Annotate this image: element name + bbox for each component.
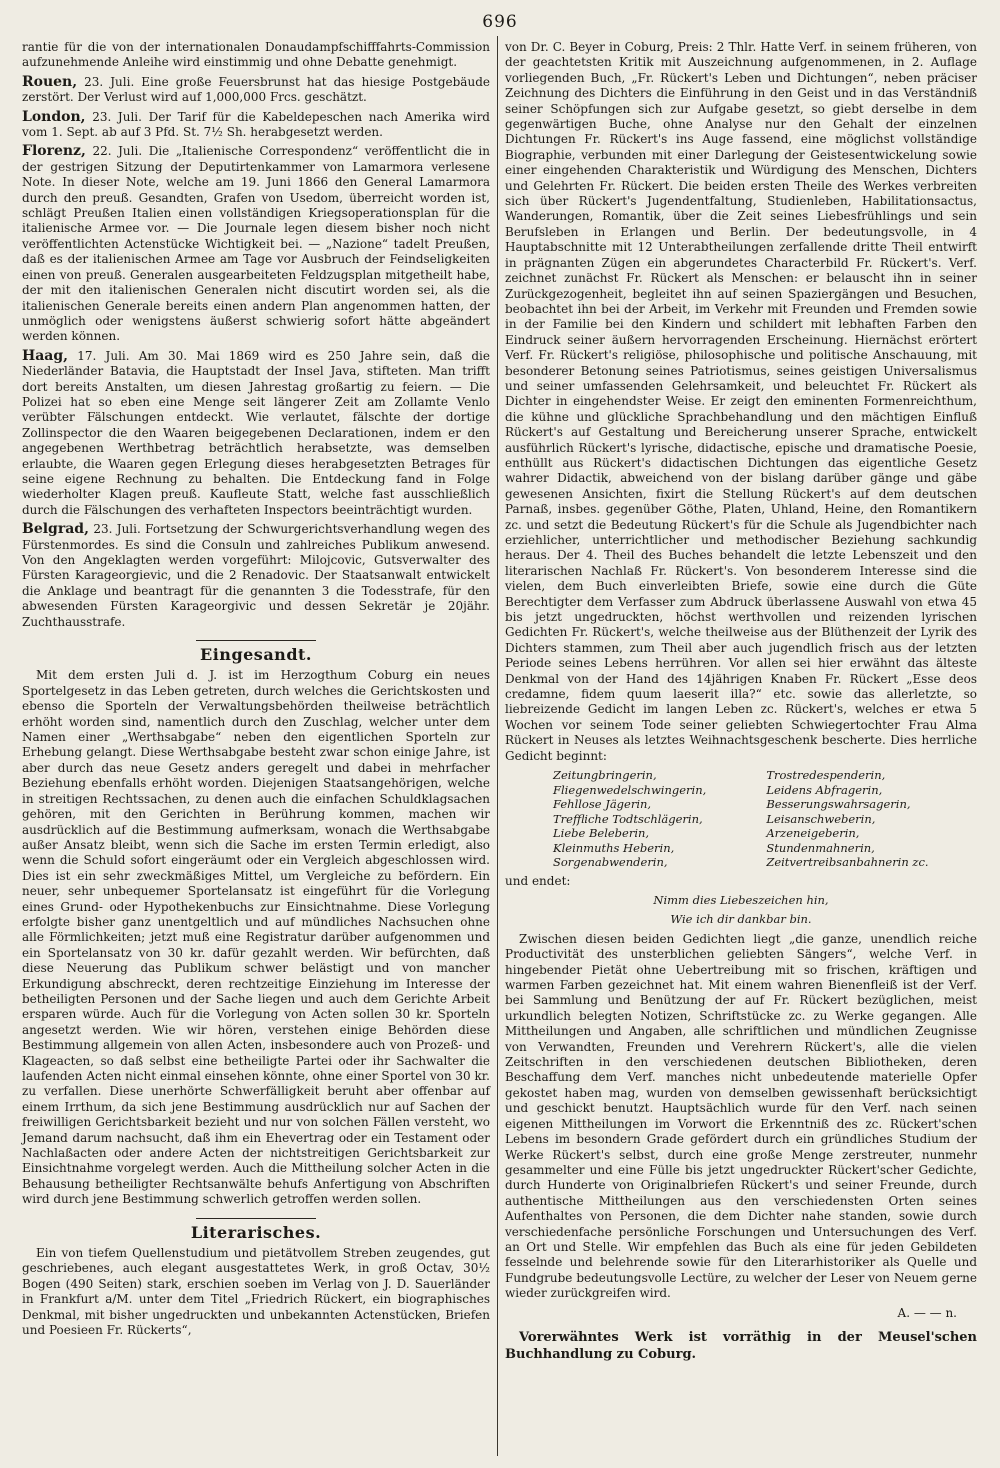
column-divider	[497, 36, 498, 1456]
literarisches-heading: Literarisches.	[190, 1222, 322, 1242]
poem-line: Zeitungbringerin,	[553, 768, 657, 783]
poem-row	[505, 768, 977, 783]
poem-line: Trostredespenderin,	[766, 768, 886, 783]
poem-row	[505, 812, 977, 827]
poem-line: Liebe Beleberin,	[553, 826, 650, 841]
eingesandt-text: Mit dem ersten Juli d. J. ist im Herzogthum Coburg ein neues Sportelgesetz in das Leben getreten, durch welches die Gerichtskosten und ebenso die Sporteln der Verwaltungsbehörden theilweise beträchtlich erhöht worden sind, namentlich durch den Zuschlag, welcher unter dem Namen einer „Werthsabgabe“ neben den eigentlichen Sporteln zur Erhebung gelangt. Diese Werthsabgabe besteht zwar schon einige Jahre, ist aber durch das neue Gesetz anders geregelt und dabei in mehrfacher Beziehung ebenfalls erhöht worden. Diejenigen Staatsangehörigen, welche in streitigen Rechtssachen, zu denen auch die einfachen Schuldklagsachen gehören, mit den Gerichten in Berührung kommen, machen wir ausdrücklich auf die Bestimmung aufmerksam, wonach die Werthsabgabe außer Ansatz bleibt, wenn sich die Sache im ersten Termin erledigt, also wenn die Schuld sofort eingeräumt oder ein Vergleich abgeschlossen wird. Dies ist ein sehr zweckmäßiges Mittel, um Vergleiche zu befördern. Ein neuer, sehr unbequemer Sportelansatz ist eingeführt für die Vorlegung eines Grund- oder Hypothekenbuchs zur Einsichtnahme. Diese Vorlegung erfolgte bisher ganz unentgeltlich und auf mündliches Nachsuchen ohne alle Förmlichkeiten; jetzt muß eine Registratur darüber aufgenommen und ein Sportelansatz von 30 kr. dafür gezahlt werden. Wir befürchten, daß diese Neuerung das Publikum schwer belästigt und von mancher Erkundigung abschreckt, deren rechtzeitige Einziehung im Interesse der betheiligten Personen und der Sache liegen und auch dem Gerichte Arbeit ersparen würde. Auch für die Vorlegung von Acten sollen 30 kr. Sporteln angesetzt werden. Wie wir hören, verstehen einige Behörden diese Bestimmung allgemein von allen Acten, insbesondere auch von Prozeß- und Klageacten, so daß selbst eine betheiligte Partei oder ihr Sachwalter die laufenden Acten nicht einmal einsehen könnte, ohne einer Sportel von 30 kr. zu verfallen. Diese unerhörte Schwerfälligkeit beruht aber offenbar auf einem Irrthum, da sich jene Bestimmung ausdrücklich nur auf Sachen der freiwilligen Gerichtsbarkeit bezieht und nur von solchen Fällen versteht, wo Jemand darum nachsucht, daß ihm ein Ehevertrag oder ein Testament oder Nachlaßacten oder andere Acten der nichtstreitigen Gerichtsbarkeit zur Einsichtnahme vorgelegt werden. Auch die Mittheilung solcher Acten in die Behausung betheiligter Rechtsanwälte behufs Anfertigung von Abschriften wird durch jene Bestimmung schwerlich getroffen werden sollen.	[22, 668, 490, 1207]
news-item: Rouen, 23. Juli. Eine große Feuersbrunst hat das hiesige Postgebäude zerstört. Der Verlust wird auf 1,000,000 Frcs. geschätzt.	[22, 73, 490, 105]
poem-line: Fliegenwedelschwingerin,	[553, 782, 707, 797]
poem-row	[505, 783, 977, 798]
literarisches-continuation: von Dr. C. Beyer in Coburg, Preis: 2 Thlr. Hatte Verf. in seinem früheren, von der geachtetsten Kritik mit Auszeichnung aufgenommenen, in 2. Auflage vorliegenden Buch, „Fr. Rückert's Leben und Dichtungen“, neben präciser Zeichnung des Dichters die Einführung in den Geist und in das Verständniß seiner Schöpfungen sich zur Aufgabe gesetzt, so giebt derselbe in dem gegenwärtigen Buche, ohne Analyse nur den Gehalt der einzelnen Dichtungen Fr. Rückert's ins Auge fassend, eine möglichst vollständige Biographie, verbunden mit einer Darlegung der Geistesentwickelung sowie einer eingehenden Charakteristik und Würdigung des Menschen, Dichters und Gelehrten Fr. Rückert. Die beiden ersten Theile des Werkes verbreiten sich über Rückert's Jugendentfaltung, Studienleben, Habilitationsactus, Wanderungen, Romantik, über die Zeit seines Liebesfrühlings und sein Berufsleben in Erlangen und Berlin. Der bedeutungsvolle, in 4 Hauptabschnitte mit 12 Unterabtheilungen zerfallende dritte Theil entwirft in prägnanten Zügen ein abgerundetes Characterbild Fr. Rückert's. Verf. zeichnet zunächst Fr. Rückert als Menschen: er belauscht ihn in seiner Zurückgezogenheit, begleitet ihn auf seinen Spaziergängen und Besuchen, beobachtet ihn bei der Arbeit, im Verkehr mit Freunden und Fremden sowie in der Familie bei den Kindern und schildert mit lebhaften Farben den Eindruck seiner äußern hervorragenden Erscheinung. Hiernächst erörtert Verf. Fr. Rückert's religiöse, philosophische und politische Anschauung, mit besonderer Betonung seines Patriotismus, seines geistigen Universalismus und seiner umfassenden Gelehrsamkeit, und beleuchtet Fr. Rückert als Dichter in eingehendster Weise. Er zeigt den eminenten Formenreichthum, die kühne und glückliche Sprachbehandlung und den mächtigen Einfluß Rückert's auf Gestaltung und Bereicherung unserer Sprache, entwickelt ausführlich Rückert's lyrische, didactische, epische und dramatische Poesie, enthüllt aus Rückert's didactischen Dichtungen das eigentliche Gesetz wahrer Didactik, abweichend von der bislang darüber gänge und gäbe gewesenen Ansichten, fixirt die Stellung Rückert's auf dem deutschen Parnaß, insbes. gegenüber Göthe, Platen, Uhland, Heine, den Romantikern zc. und setzt die Bedeutung Rückert's für die Schule als Jugendbichter nach erziehlicher, unterrichtlicher und methodischer Beziehung sachkundig heraus. Der 4. Theil des Buches behandelt die letzte Lebenszeit und den literarischen Nachlaß Fr. Rückert's. Von besonderem Interesse sind die vielen, dem Buch einverleibten Briefe, sowie eine durch die Güte Berechtigter dem Verfasser zum Abdruck überlassene Auswahl von etwa 45 bis jetzt ungedruckten, höchst werthvollen und reizenden lyrischen Gedichten Fr. Rückert's, welche theilweise aus der Blüthenzeit der Lyrik des Dichters stammen, zum Theil aber auch jugendlich frisch aus der letzten Periode seines Lebens herrühren. Vor allen sei hier erwähnt das älteste Denkmal von der Hand des 14jährigen Knaben Fr. Rückert „Esse deos credamne, fidem quum laeserit illa?“ etc. sowie das allerletzte, so liebreizende Gedicht im langen Leben zc. Rückert's, welches er etwa 5 Wochen vor seinem Tode seiner geliebten Schwiegertochter Frau Alma Rückert in Neuses als letztes Weihnachtsgeschenk bescherte. Dies herrliche Gedicht beginnt:	[505, 40, 977, 763]
poem-line: Besserungswahrsagerin,	[766, 797, 911, 812]
closing-text: Zwischen diesen beiden Gedichten liegt „die ganze, unendlich reiche Productivität des unsterblichen geliebten Sängers“, welche Verf. in hingebender Pietät ohne Uebertreibung mit so frischen, kräftigen und warmen Farben gezeichnet hat. Mit einem wahren Bienenfleiß ist der Verf. bei Sammlung und Benützung der auf Fr. Rückert bezüglichen, meist urkundlich belegten Notizen, Schriftstücke zc. zu Werke gegangen. Alle Mittheilungen und Angaben, alle schriftlichen und mündlichen Zeugnisse von Verwandten, Freunden und Verehrern Rückert's, alle die vielen Zeitschriften in den verschiedenen deutschen Bibliotheken, deren Beschaffung dem Verf. manches nicht unbedeutende materielle Opfer gekostet haben mag, wurden von demselben gewissenhaft berücksichtigt und geschickt benutzt. Hauptsächlich wurde für den Verf. nach seinen eigenen Mittheilungen im Vorwort die Erkenntniß des zc. Rückert'schen Lebens im besondern Grade gefördert durch ein gründliches Studium der Werke Rückert's selbst, durch eine große Menge zerstreuter, nunmehr gesammelter und eine Fülle bis jetzt ungedruckter Rückert'scher Gedichte, durch Hunderte von Originalbriefen Rückert's und seiner Freunde, durch authentische Mittheilungen aus den verschiedensten Orten seines Aufenthaltes von Personen, die dem Dichter nahe standen, sowie durch verschiedenfache persönliche Forschungen und Untersuchungen des Verf. an Ort und Stelle. Wir empfehlen das Buch als eine für jeden Gebildeten fesselnde und belehrende sowie für den Literarhistoriker als Quelle und Fundgrube bedeutungsvolle Lectüre, zu welcher der Leser von Neuem gerne wieder zurückgreifen wird.	[505, 931, 977, 1301]
poem-line: Leidens Abfragerin,	[766, 782, 883, 797]
bookshop-advert: Vorerwähntes Werk ist vorräthig in der Meusel'schen Buchhandlung zu Coburg.	[505, 1329, 977, 1362]
news-item: Haag, 17. Juli. Am 30. Mai 1869 wird es 250 Jahre sein, daß die Niederländer Batavia, die Hauptstadt der Insel Java, stifteten. Man trifft dort bereits Anstalten, um diesen Jahrestag großartig zu feiern. — Die Polizei hat so eben eine Menge seit längerer Zeit am Zollamte Venlo verübter Fälschungen entdeckt. Wie verlautet, fälschte der dortige Zollinspector die den Waaren beigegebenen Declarationen, indem er den angegebenen Werthbetrag beträchtlich herabsetzte, was demselben erlaubte, die Waaren gegen Erlegung dieses herabgesetzten Betrages für seine eigene Rechnung zu behalten. Die Entdeckung fand in Folge wiederholter Klagen preuß. Kaufleute Statt, welche fast ausschließlich durch die Fälschungen des verhafteten Inspectors beeinträchtigt wurden.	[22, 347, 490, 517]
poem-line: Treffliche Todtschlägerin,	[553, 811, 703, 826]
news-item: Florenz, 22. Juli. Die „Italienische Correspondenz“ veröffentlicht die in der gestrigen Sitzung der Deputirtenkammer von Lamarmora verlesene Note. In dieser Note, welche am 19. Juni 1866 den General Lamarmora durch den preuß. Gesandten, Grafen von Usedom, überreicht worden ist, schlägt Preußen Italien einen vollständigen Kriegsoperationsplan für die italienische Armee vor. — Die Journale legen diesem bisher noch nicht veröffentlichten Actenstücke Wichtigkeit bei. — „Nazione“ tadelt Preußen, daß es der italienischen Armee am Tage vor Ausbruch der Feindseligkeiten einen von preuß. Generalen ausgearbeiteten Feldzugsplan mitgetheilt habe, der mit den italienischen Generalen nicht discutirt worden sei, als die italienischen Generale bereits einen andern Plan angenommen hatten, der unmöglich oder wenigstens äußerst schwierig sofort hätte abgeändert werden können.	[22, 143, 490, 344]
section-rule	[196, 1218, 316, 1219]
poem-line: Stundenmahnerin,	[766, 840, 875, 855]
poem-line: Fehllose Jägerin,	[553, 797, 652, 812]
und-endet: und endet:	[505, 873, 571, 888]
news-item: Belgrad, 23. Juli. Fortsetzung der Schwurgerichtsverhandlung wegen des Fürstenmordes. Es sind die Consuln und zahlreiches Publikum anwesend. Von den Angeklagten werden vorgeführt: Milojcovic, Gutsverwalter des Fürsten Karageorgievic, und die 2 Renadovic. Der Staatsanwalt entwickelt die Anklage und beantragt für die genannten 3 die Todesstrafe, für den abwesenden Fürsten Karageorgivic und dessen Sekretär je 20jähr. Zuchthausstrafe.	[22, 521, 490, 629]
news-item: rantie für die von der internationalen Donaudampfschifffahrts-Commission aufzunehmende Anleihe wird einstimmig und ohne Debatte genehmigt.	[22, 40, 490, 70]
news-item: London, 23. Juli. Der Tarif für die Kabeldepeschen nach Amerika wird vom 1. Sept. ab auf 3 Pfd. St. 7½ Sh. herabgesetzt werden.	[22, 108, 490, 140]
poem-row	[505, 797, 977, 812]
poem-line: Zeitvertreibsanbahnerin zc.	[766, 855, 929, 870]
verse-line: Nimm dies Liebeszeichen hin,	[653, 893, 829, 907]
signature: A. — — n.	[897, 1305, 957, 1320]
left-column	[22, 40, 490, 1343]
page-number: 696	[482, 12, 518, 32]
poem-row	[505, 855, 977, 870]
poem-line: Kleinmuths Heberin,	[553, 840, 675, 855]
poem-row	[505, 841, 977, 856]
section-rule	[196, 640, 316, 641]
verse-line: Wie ich dir dankbar bin.	[670, 912, 812, 927]
right-column	[505, 40, 977, 1363]
poem-row	[505, 826, 977, 841]
poem-line: Arzeneigeberin,	[766, 826, 860, 841]
poem-table	[505, 768, 977, 870]
literarisches-text: Ein von tiefem Quellenstudium und pietätvollem Streben zeugendes, gut geschriebenes, auch elegant ausgestattetes Werk, in groß Octav, 30½ Bogen (490 Seiten) stark, erschien soeben im Verlag von J. D. Sauerländer in Frankfurt a/M. unter dem Titel „Friedrich Rückert, ein biographisches Denkmal, mit bisher ungedruckten und unbekannten Actenstücken, Briefen und Poesieen Fr. Rückerts“,	[22, 1246, 490, 1338]
poem-line: Sorgenabwenderin,	[553, 855, 668, 870]
poem-line: Leisanschweberin,	[766, 811, 876, 826]
eingesandt-heading: Eingesandt.	[200, 645, 312, 665]
